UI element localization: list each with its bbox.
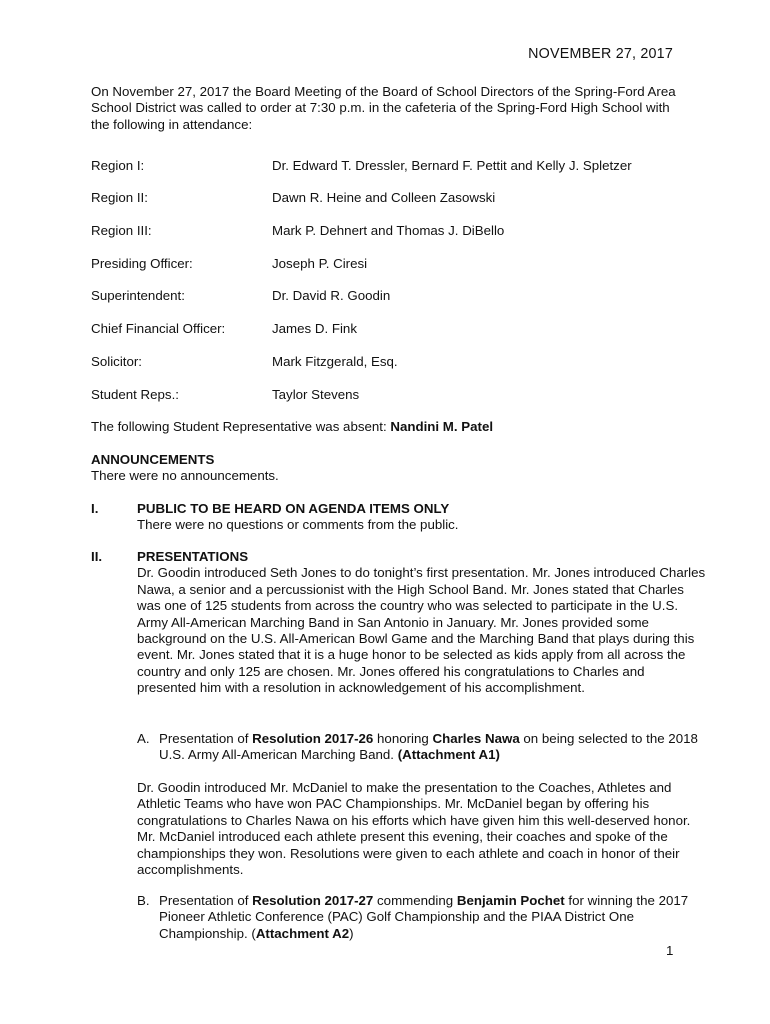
item-letter: A. [137,731,150,746]
attendance-value: Dawn R. Heine and Colleen Zasowski [272,190,496,205]
absent-note [91,419,691,435]
attendance-label: Region I: [91,158,145,173]
absent-name: Nandini M. Patel [390,419,494,434]
attendance-label: Chief Financial Officer: [91,321,226,336]
attendance-label: Region II: [91,190,148,205]
attendance-label: Presiding Officer: [91,256,193,271]
attendance-label: Solicitor: [91,354,142,369]
attendance-label: Region III: [91,223,152,238]
attendance-value: James D. Fink [272,321,357,336]
meeting-date: NOVEMBER 27, 2017 [528,46,673,62]
section-number: II. [91,549,103,564]
announcements-block [91,452,691,485]
section-heading: PUBLIC TO BE HEARD ON AGENDA ITEMS ONLY [137,501,450,516]
page-number: 1 [666,943,674,958]
attendance-value: Mark Fitzgerald, Esq. [272,354,398,369]
presentation-paragraph: Dr. Goodin introduced Mr. McDaniel to make the presentation to the Coaches, Athletes and Athletic Teams who have won PAC Championships. Mr. McDaniel began by offering his congratulations to Charles Nawa on his efforts which have given him this well-deserved honor. Mr. McDaniel introduced each athlete present this evening, their coaches and spoke of the championships they won. Resolutions were given to each athlete and coach in honor of their accomplishments. [137,780,691,878]
attendance-value: Joseph P. Ciresi [272,256,368,271]
item-text: Presentation of Resolution 2017-26 honoring Charles Nawa on being selected to the 2018 U.S. Army All-American Marching Band. (Attachment A1) [159,731,698,763]
attendance-value: Dr. David R. Goodin [272,288,391,303]
section-number: I. [91,501,99,516]
item-letter: B. [137,893,150,908]
attendance-label: Student Reps.: [91,387,179,402]
attendance-value: Mark P. Dehnert and Thomas J. DiBello [272,223,505,238]
announcements-heading: ANNOUNCEMENTS [91,452,215,467]
intro-paragraph: On November 27, 2017 the Board Meeting of the Board of School Directors of the Spring-Ford Area School District was called to order at 7:30 p.m. in the cafeteria of the Spring-Ford High School with the following in attendance: [91,84,676,132]
attendance-value: Taylor Stevens [272,387,360,402]
announcements-text: There were no announcements. [91,468,279,484]
section-heading: PRESENTATIONS [137,549,249,564]
absent-text: The following Student Representative was absent: [91,419,391,434]
item-text: Presentation of Resolution 2017-27 commending Benjamin Pochet for winning the 2017 Pioneer Athletic Conference (PAC) Golf Championship and the PIAA District One Championship. (Attachment A2) [159,893,689,941]
presentation-paragraph: Dr. Goodin introduced Seth Jones to do tonight’s first presentation. Mr. Jones introduced Charles Nawa, a senior and a percussionist with the High School Band. Mr. Jones stated that Charles was one of 125 students from across the country who was selected to participate in the U.S. Army All-American Marching Band in San Antonio in January. Mr. Jones provided some background on the U.S. All-American Bowl Game and the Marching Band that plays during this event. Mr. Jones stated that it is a huge honor to be selected as kids apply from all across the country and only 125 are chosen. Mr. Jones offered his congratulations to Charles and presented him with a resolution in acknowledgement of his accomplishment. [137,565,706,696]
section-text: There were no questions or comments from the public. [137,517,459,533]
attendance-label: Superintendent: [91,288,185,303]
attendance-value: Dr. Edward T. Dressler, Bernard F. Pettit and Kelly J. Spletzer [272,158,632,173]
